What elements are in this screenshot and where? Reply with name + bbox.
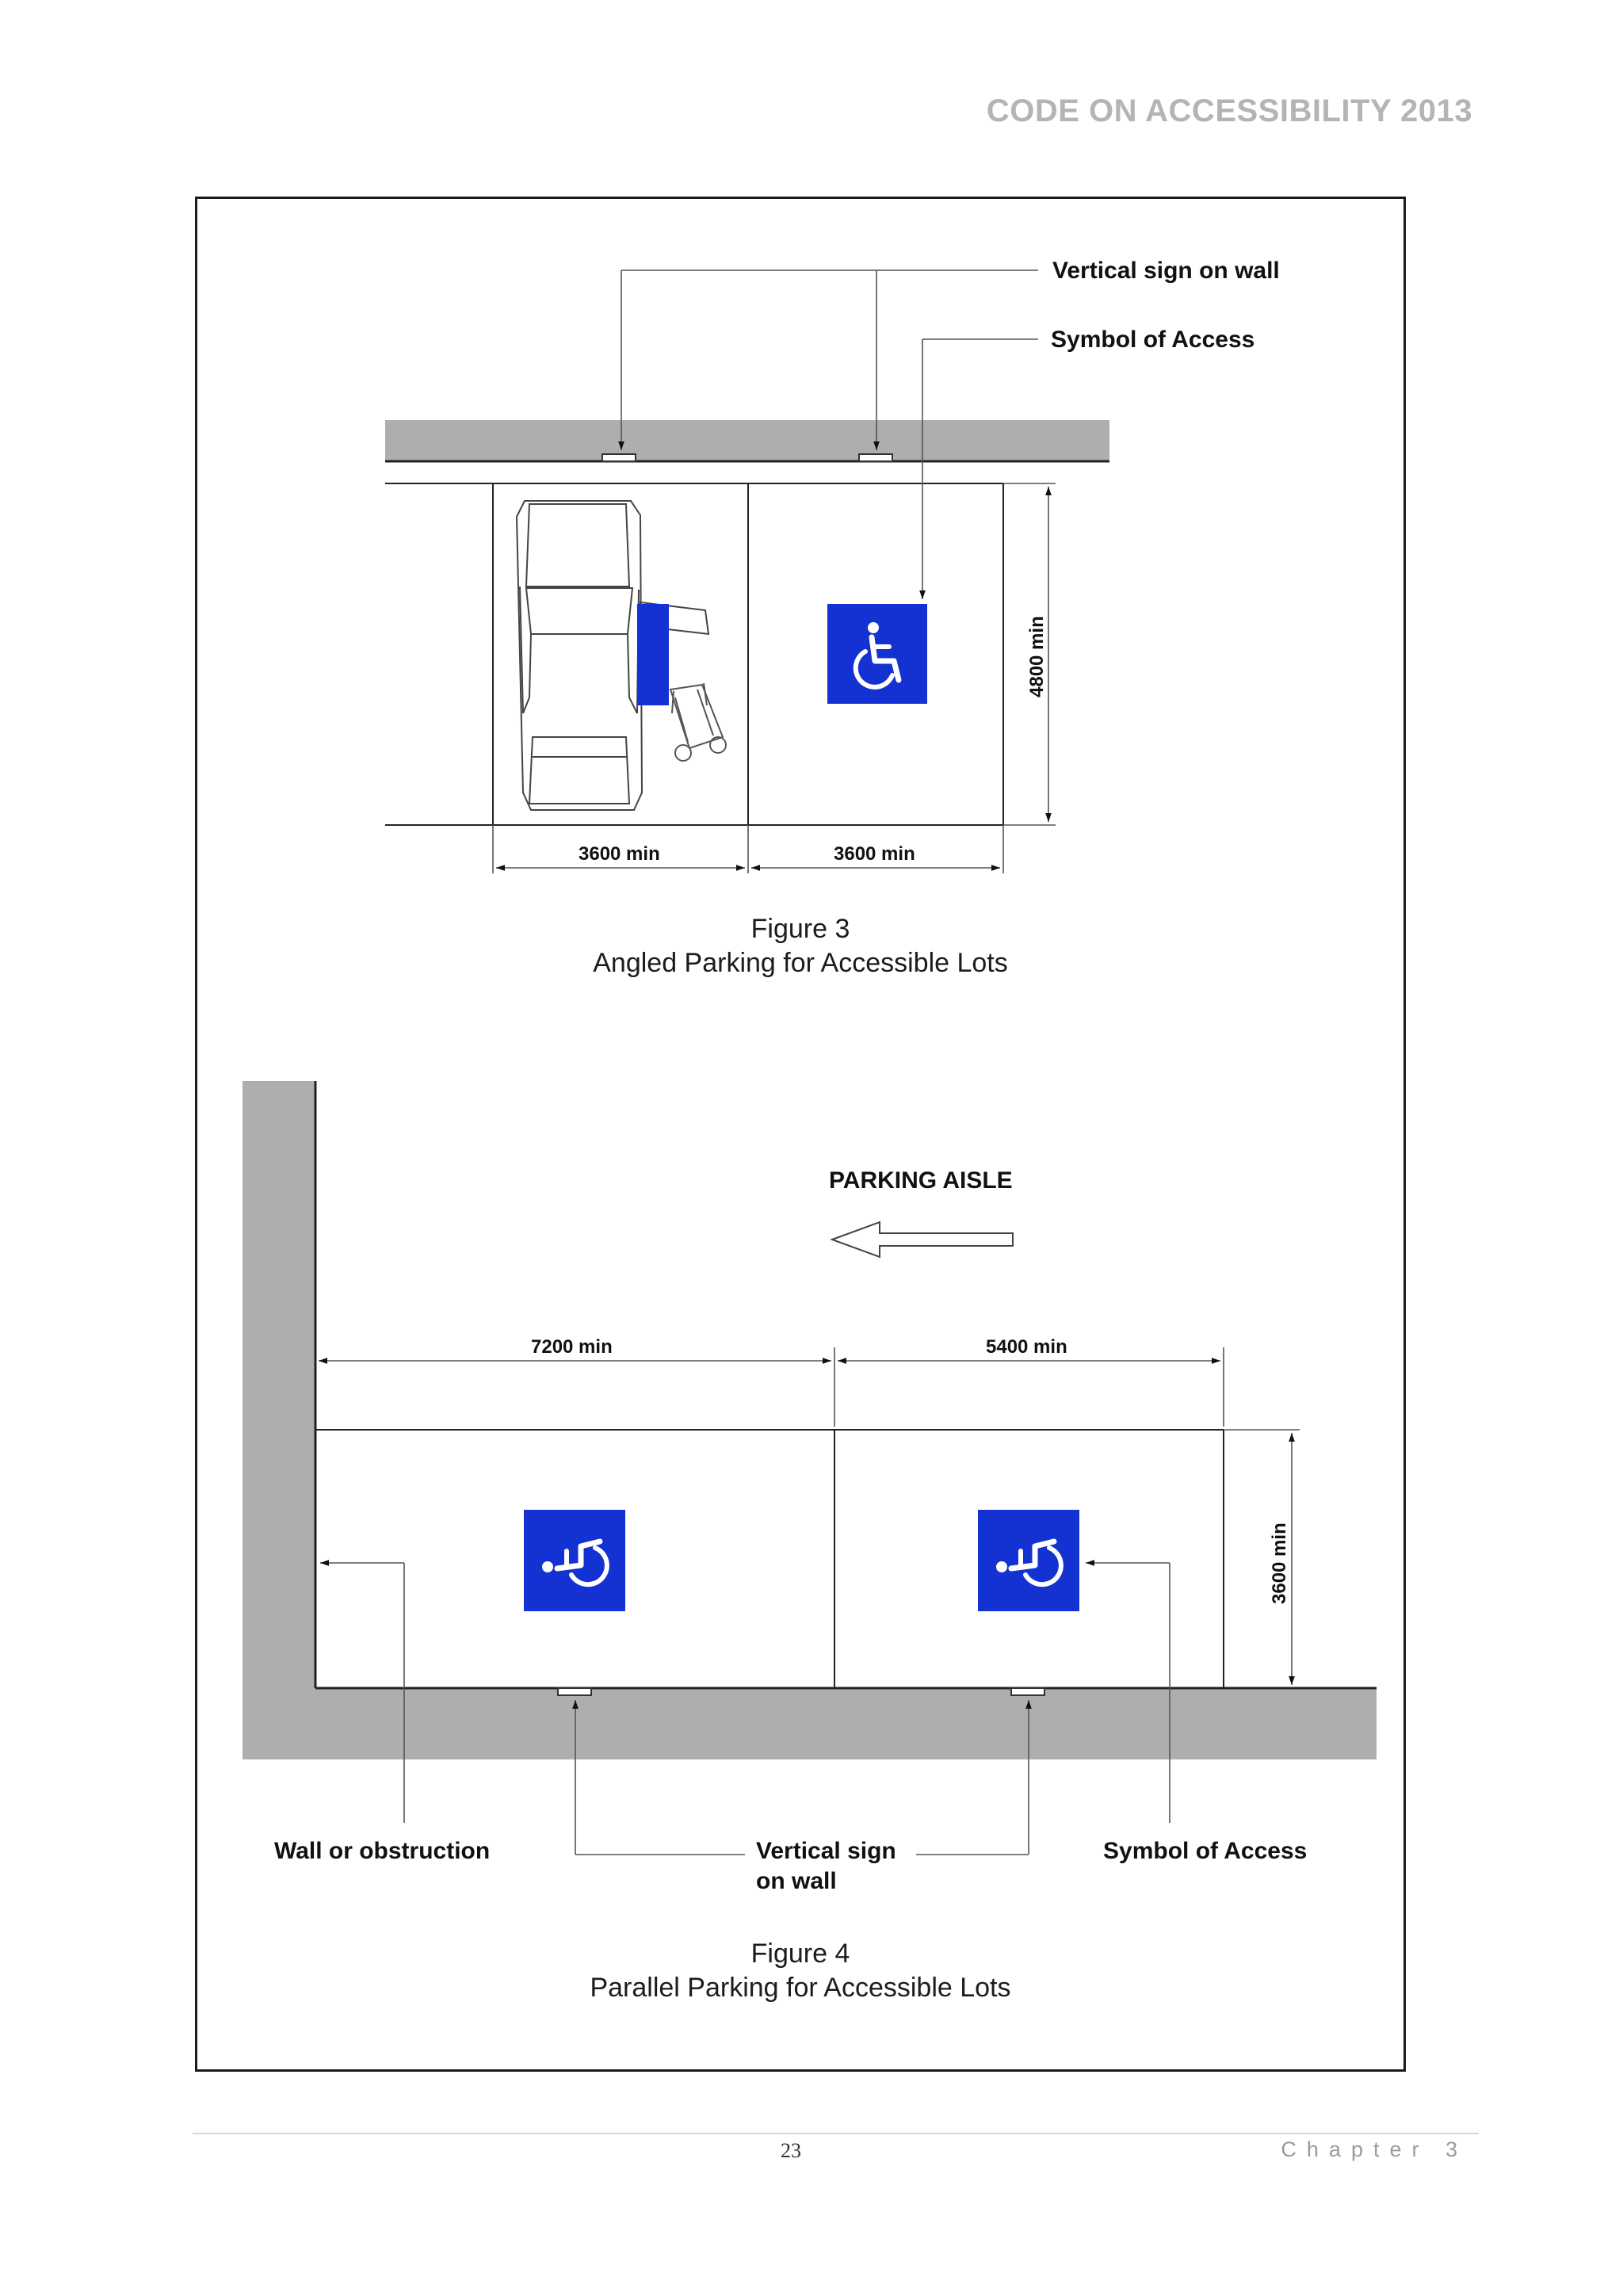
callout-symbol-of-access: Symbol of Access — [1103, 1838, 1308, 1864]
dim-depth-4800: 4800 min — [1026, 616, 1048, 697]
wheelchair-access-icon — [827, 604, 927, 704]
figure-4-caption: Parallel Parking for Accessible Lots — [590, 1973, 1011, 2003]
arrow-left-icon — [832, 1222, 1013, 1257]
door-access-panel — [637, 604, 669, 705]
dim-width-right: 3600 min — [834, 843, 915, 865]
wall-sign-1 — [602, 454, 636, 461]
callout-wall-or-obstruction: Wall or obstruction — [274, 1838, 491, 1864]
callout-vertical-sign-line1: Vertical sign — [756, 1838, 896, 1864]
figure-4 — [242, 1081, 1377, 2003]
wheelchair-access-icon — [524, 1510, 625, 1611]
callout-vertical-sign: Vertical sign on wall — [1052, 258, 1280, 284]
figure-4-number: Figure 4 — [750, 1939, 850, 1969]
figure-3 — [385, 258, 1280, 978]
document-header: CODE ON ACCESSIBILITY 2013 — [986, 94, 1472, 128]
wall-l-shape — [242, 1081, 1377, 1759]
figure-3-number: Figure 3 — [750, 914, 850, 944]
wheelchair-access-icon — [978, 1510, 1079, 1611]
dim-width-left: 3600 min — [579, 843, 660, 865]
wall-sign-1 — [558, 1688, 591, 1695]
dim-depth-3600: 3600 min — [1269, 1522, 1290, 1604]
callout-symbol-of-access: Symbol of Access — [1051, 327, 1255, 353]
wall-sign-2 — [859, 454, 892, 461]
parking-aisle-label: PARKING AISLE — [829, 1167, 1013, 1194]
page-number: 23 — [781, 2139, 801, 2162]
dim-5400: 5400 min — [986, 1336, 1067, 1358]
chapter-label: Chapter 3 — [1281, 2137, 1468, 2161]
wheelchair-sketch — [670, 683, 726, 761]
wall-strip — [385, 420, 1109, 461]
dim-7200: 7200 min — [531, 1336, 613, 1358]
car-outline — [517, 501, 708, 810]
footer-rule — [193, 2133, 1479, 2134]
figure-3-caption: Angled Parking for Accessible Lots — [593, 948, 1008, 978]
wall-sign-2 — [1011, 1688, 1044, 1695]
callout-vertical-sign-line2: on wall — [756, 1868, 837, 1894]
